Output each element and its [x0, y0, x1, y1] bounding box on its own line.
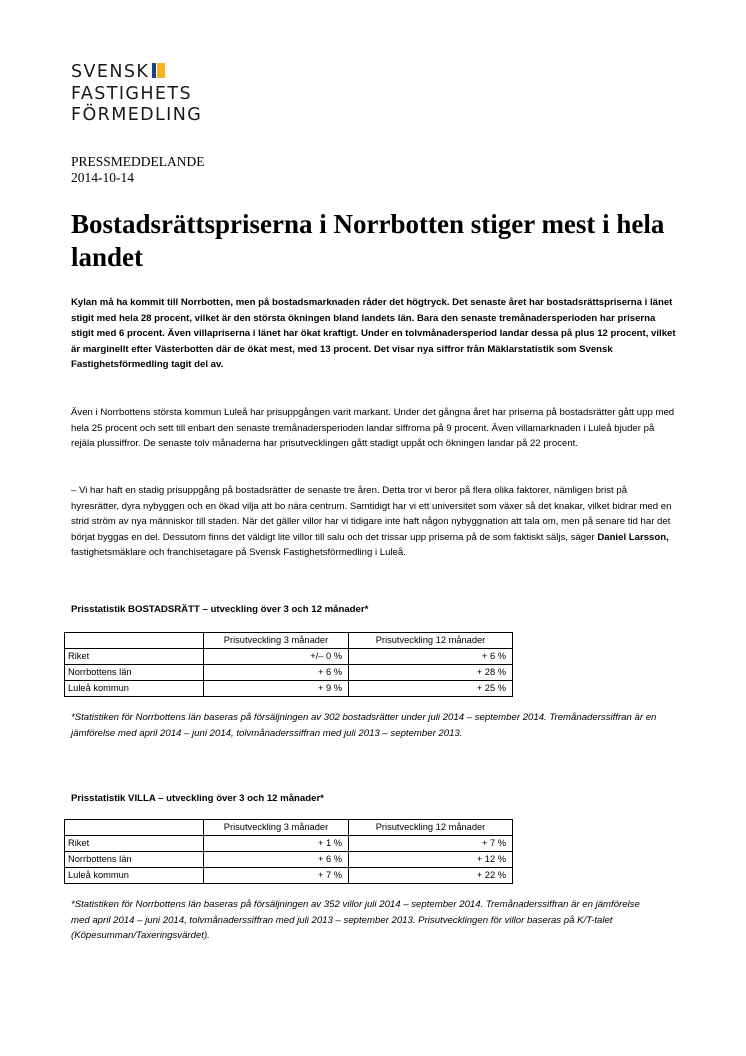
value-cell: + 1 %	[204, 836, 349, 852]
table-title-bostadsratt: Prisstatistik BOSTADSRÄTT – utveckling över 3 och 12 månader*	[71, 604, 369, 615]
quote-text: – Vi har haft en stadig prisuppgång på bostadsrätter de senaste tre åren. Detta tror vi beror på flera olika faktorer, nämligen brist på hyresrätter, dyra nybyggen och en ökad vilja att bo nära centrum. Samtidigt har vi ett universitet som växer så det knakar, vilket bidrar med en strid ström av nya människor till staden. När det gäller villor har vi tidigare inte haft någon nybyggnation att tala om, men på senare tid har det börjat byggas en del. Dessutom finns det väldigt lite villor till salu och det trissar upp priserna på de som faktiskt säljs, säger	[71, 485, 672, 543]
logo-text-1: SVENSK	[71, 62, 150, 82]
table-row	[65, 681, 513, 697]
value-cell: + 28 %	[349, 665, 513, 681]
header-cell: Prisutveckling 12 månader	[349, 820, 513, 836]
logo-line-3: FÖRMEDLING	[71, 105, 203, 125]
footnote-villa: *Statistiken för Norrbottens län baseras på försäljningen av 352 villor juli 2014 – september 2014. Tremånaderssiffran är en jämförelse med april 2014 – juni 2014, tolvmånaderssiffran med juli 2013 – september 2013. Prisutvecklingen för villor baseras på K/T-talet (Köpesumman/Taxeringsvärdet).	[71, 899, 640, 942]
header-cell	[65, 820, 204, 836]
table-bostadsratt	[64, 632, 513, 697]
table-title-villa: Prisstatistik VILLA – utveckling över 3 och 12 månader*	[71, 793, 324, 804]
value-cell: +/– 0 %	[204, 649, 349, 665]
body-paragraph-2: Även i Norrbottens största kommun Luleå har prisuppgången varit markant. Under det gångna året har priserna på bostadsrätter gått upp med hela 25 procent och sett till enbart den senaste tremånadersperioden landar siffrorna på 9 procent. Även villamarknaden i Luleå bjuder på rejäla plussiffror. De senaste tolv månaderna har prisutvecklingen gått stadigt uppåt och ökningen landar på 22 procent.	[71, 407, 675, 450]
value-cell: + 6 %	[204, 665, 349, 681]
document-type: PRESSMEDDELANDE	[71, 154, 205, 169]
footnote-bostadsratt: *Statistiken för Norrbottens län baseras på försäljningen av 302 bostadsrätter under juli 2014 – september 2014. Tremånaderssiffran är en jämförelse med april 2014 – juni 2014, tolvmånaderssiffran med juli 2013 – september 2013.	[71, 712, 657, 739]
value-cell: + 12 %	[349, 852, 513, 868]
row-label: Norrbottens län	[65, 665, 204, 681]
row-label: Norrbottens län	[65, 852, 204, 868]
company-logo	[71, 62, 202, 127]
value-cell: + 7 %	[349, 836, 513, 852]
table-header-row	[65, 820, 513, 836]
headline: Bostadsrättspriserna i Norrbotten stiger mest i hela landet	[71, 209, 665, 272]
document-date: 2014-10-14	[71, 170, 134, 185]
table-header-row	[65, 633, 513, 649]
header-cell: Prisutveckling 3 månader	[204, 820, 349, 836]
table-row	[65, 665, 513, 681]
table-row	[65, 868, 513, 884]
logo-line-2: FASTIGHETS	[71, 83, 192, 104]
row-label: Riket	[65, 649, 204, 665]
value-cell: + 6 %	[349, 649, 513, 665]
value-cell: + 6 %	[204, 852, 349, 868]
lead-paragraph: Kylan må ha kommit till Norrbotten, men på bostadsmarknaden råder det högtryck. Det senaste året har bostadsrättspriserna i länet stigit med hela 28 procent, vilket är den största ökningen bland landets län. Bara den senaste tremånadersperioden har priserna stigit med 6 procent. Även villapriserna i länet har ökat kraftigt. Under en tolvmånadersperiod landar dessa på plus 12 procent, vilket är marginellt efter Västerbotten där de ökat mest, med 13 procent. Det visar nya siffror från Mäklarstatistik som Svensk Fastighetsförmedling tagit del av.	[71, 297, 676, 371]
swedish-flag-icon	[152, 63, 166, 78]
quote-speaker-role: fastighetsmäklare och franchisetagare på Svensk Fastighetsförmedling i Luleå.	[71, 547, 406, 559]
value-cell: + 9 %	[204, 681, 349, 697]
header-cell: Prisutveckling 12 månader	[349, 633, 513, 649]
table-villa	[64, 819, 513, 884]
quote-speaker: Daniel Larsson,	[597, 531, 669, 543]
logo-line-1	[71, 62, 202, 84]
header-cell: Prisutveckling 3 månader	[204, 633, 349, 649]
quote-paragraph	[71, 483, 677, 561]
row-label: Luleå kommun	[65, 681, 204, 697]
table-row	[65, 649, 513, 665]
row-label: Luleå kommun	[65, 868, 204, 884]
row-label: Riket	[65, 836, 204, 852]
table-row	[65, 852, 513, 868]
value-cell: + 22 %	[349, 868, 513, 884]
value-cell: + 7 %	[204, 868, 349, 884]
table-row	[65, 836, 513, 852]
value-cell: + 25 %	[349, 681, 513, 697]
document-meta	[71, 154, 205, 186]
header-cell	[65, 633, 204, 649]
